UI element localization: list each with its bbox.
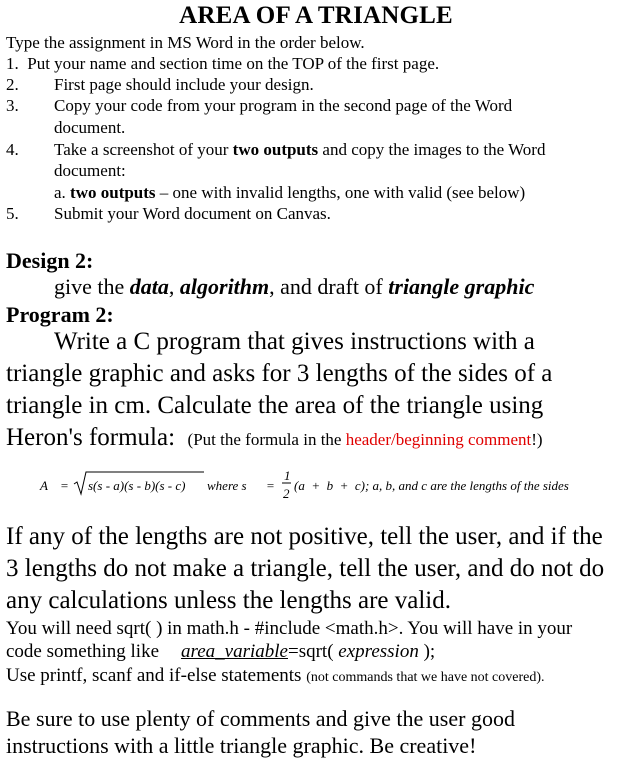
para3-line1: Be sure to use plenty of comments and give the user good <box>6 706 515 731</box>
step-number: 1. <box>6 54 19 73</box>
program-heading: Program 2: <box>6 302 114 327</box>
formula-lhs: A <box>40 478 48 493</box>
step-3-number: 3. <box>6 96 19 115</box>
design-data: data <box>129 274 169 299</box>
design-text <box>54 274 534 300</box>
step-3-text-line1: Copy your code from your program in the second page of the Word <box>54 96 513 115</box>
expression: expression <box>338 641 419 662</box>
area-variable: area_variable <box>181 641 288 662</box>
paren-red: header/beginning comment <box>345 430 532 449</box>
substep-a <box>54 183 525 203</box>
step-4-bold: two outputs <box>232 140 319 159</box>
program-line3: triangle in cm. Calculate the area of the triangle using <box>6 392 544 419</box>
step-2-text: First page should include your design. <box>54 75 314 94</box>
step-5-number: 5. <box>6 204 19 223</box>
formula-tail: (a + b + c); a, b, and c are the lengths of the sides <box>294 478 569 493</box>
program-line2: triangle graphic and asks for 3 lengths of the sides of a <box>6 360 553 387</box>
paren-post: !) <box>531 430 543 449</box>
step-3-text-line2: document. <box>54 118 126 137</box>
para2-statements: Use printf, scanf and if-else statements <box>6 665 307 686</box>
para3-line2: instructions with a little triangle graphic. Be creative! <box>6 733 477 758</box>
substep-bold: two outputs <box>70 183 156 202</box>
step-2-number: 2. <box>6 75 19 94</box>
program-line4 <box>6 424 543 452</box>
para2-code-lead: code something like <box>6 641 160 662</box>
design-triangle-graphic: triangle graphic <box>388 274 535 299</box>
formula-radicand: s(s - a)(s - b)(s - c) <box>88 478 186 493</box>
step-4-number: 4. <box>6 140 19 159</box>
para2-sqrt: =sqrt( <box>287 641 339 662</box>
formula-where: where s <box>207 478 247 493</box>
design-heading: Design 2: <box>6 248 94 273</box>
substep-rest: – one with invalid lengths, one with valid (see below) <box>155 183 526 202</box>
page-title: AREA OF A TRIANGLE <box>179 2 453 29</box>
design-t1: give the <box>54 274 130 299</box>
para1-line1: If any of the lengths are not positive, tell the user, and if the <box>6 523 603 550</box>
step-4-post: and copy the images to the Word <box>318 140 546 159</box>
fraction-denominator: 2 <box>283 486 290 501</box>
herons-formula-label: Heron's formula: <box>6 424 176 451</box>
para2-line2 <box>6 641 435 663</box>
design-t3: , and draft of <box>269 274 389 299</box>
intro-text: Type the assignment in MS Word in the order below. <box>6 33 365 52</box>
program-line1: Write a C program that gives instructions with a <box>54 328 535 355</box>
para2-line1: You will need sqrt( ) in math.h - #include <math.h>. You will have in your <box>6 618 573 639</box>
para2-end: ); <box>418 641 436 662</box>
formula-graphic <box>38 462 628 510</box>
design-algorithm: algorithm <box>179 274 270 299</box>
fraction-numerator: 1 <box>284 468 291 483</box>
para1-line3: any calculations unless the lengths are valid. <box>6 587 452 614</box>
para2-note: (not commands that we have not covered). <box>306 670 545 685</box>
design-t2: , <box>168 274 180 299</box>
step-1 <box>6 54 439 74</box>
step-text: Put your name and section time on the TOP of the first page. <box>27 54 440 73</box>
formula-eq2: = <box>266 478 275 493</box>
step-5-text: Submit your Word document on Canvas. <box>54 204 331 223</box>
herons-formula <box>38 462 628 510</box>
substep-prefix: a. <box>54 183 71 202</box>
para1-line2: 3 lengths do not make a triangle, tell the user, and do not do <box>6 555 605 582</box>
step-4-text-line1 <box>54 140 545 160</box>
formula-eq: = <box>60 478 69 493</box>
step-4-text-line2: document: <box>54 161 126 180</box>
step-4-pre: Take a screenshot of your <box>54 140 233 159</box>
paren-pre: (Put the formula in the <box>187 430 346 449</box>
para2-line3 <box>6 665 545 687</box>
